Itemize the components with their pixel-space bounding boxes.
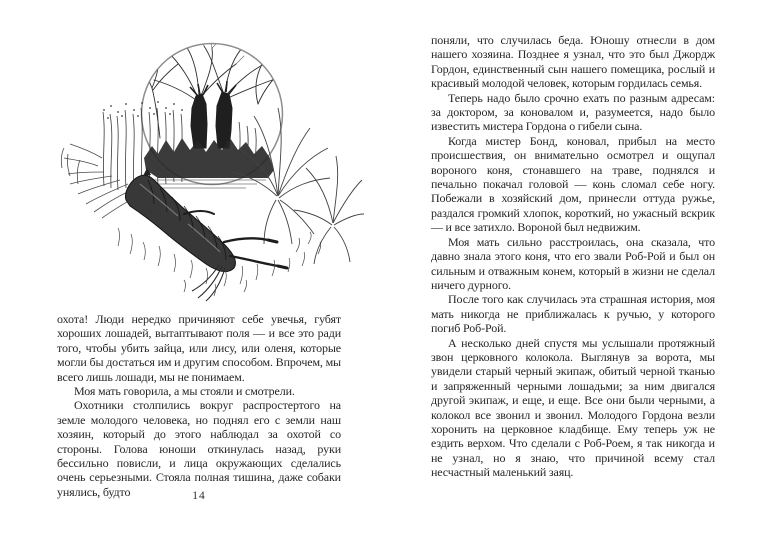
paragraph: охота! Люди нередко причиняют себе увечья, губят хороших лошадей, вытаптывают поля — и все это ради того, чтобы убить зайца, или лису, или оленя, которые могли бы достаться им и другим способом. Впрочем, мы всего лишь лошади, мы не понимаем.	[57, 312, 341, 384]
right-grass-clump	[232, 108, 364, 264]
bare-branches	[134, 34, 288, 138]
paragraph: Теперь надо было срочно ехать по разным адресам: за доктором, за коновалом и, разумеется, надо было известить мистера Гордона о гибели сына.	[431, 90, 715, 134]
horse-body	[125, 175, 235, 271]
paragraph: А несколько дней спустя мы услышали протяжный звон церковного колокола. Выглянув за ворота, мы увидели старый черный экипаж, обитый черной тканью и запряженный черными лошадьми; за ним двигался другой экипаж, и еще, и еще. Все они были черными, а колокол все звонил и звонил. Молодого Гордона везли хоронить на церковное кладбище. Ему теперь уж не ездить верхом. Что сделали с Роб-Роем, я так никогда и не узнал, но я знаю, что причиной всему стал несчастный маленький заяц.	[431, 335, 715, 480]
fallen-horse-illustration	[48, 8, 366, 304]
paragraph: Когда мистер Бонд, коновал, прибыл на место происшествия, он внимательно осмотрел и ощупал вороного коня, стонавшего на траве, поднялся и печально покачал головой — конь сломал себе ногу. Побежали в хозяйский дом, принесли оттуда ружье, раздался громкий хлопок, короткий, но ужасный вскрик — и все затихло. Вороной был недвижим.	[431, 133, 715, 235]
paragraph: Моя мать сильно расстроилась, она сказала, что давно знала этого коня, что его звали Роб-Рой и был он сильным и отважным конем, который в жизни не сделал ничего дурного.	[431, 234, 715, 292]
paragraph: Охотники столпились вокруг распростертого на земле молодого человека, но поднял его с земли наш хозяин, который до этого наблюдал за охотой со стороны. Голова юноши откинулась назад, руки бессильно повисли, и лица окружающих сделались очень серьезными. Стояла полная тишина, даже собаки унялись, будто	[57, 398, 341, 499]
page-number: 14	[192, 490, 206, 502]
horse-tail	[192, 265, 225, 301]
right-page-text	[431, 33, 715, 480]
paragraph: После того как случилась эта страшная история, моя мать никогда не приближалась к ручью, у которого погиб Роб-Рой.	[431, 292, 715, 336]
paragraph: поняли, что случилась беда. Юношу отнесли в дом нашего хозяина. Позднее я узнал, что это был Джордж Гордон, единственный сын нашего помещика, рослый и красивый молодой человек, которым гордилась семья.	[431, 33, 715, 91]
willow-trunks	[190, 81, 236, 148]
paragraph: Моя мать говорила, а мы стояли и смотрели.	[74, 384, 295, 399]
left-page-text	[57, 312, 341, 499]
